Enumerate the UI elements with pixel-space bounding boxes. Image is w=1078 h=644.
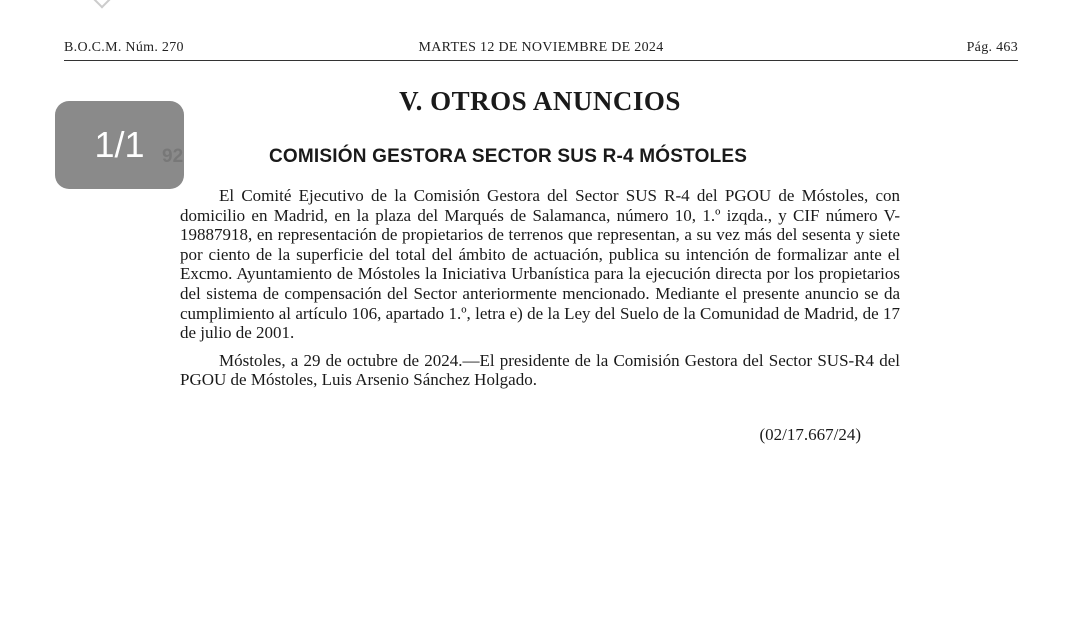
entry-body [180, 186, 900, 390]
body-paragraph: El Comité Ejecutivo de la Comisión Gestora del Sector SUS R-4 del PGOU de Móstoles, con domicilio en Madrid, en la plaza del Marqués de Salamanca, número 10, 1.º izqda., y CIF número V-19887918, en representación de propietarios de terrenos que representan, a su vez más del sesenta y siete por ciento de la superficie del total del ámbito de actuación, publica su intención de formalizar ante el Excmo. Ayuntamiento de Móstoles la Iniciativa Urbanística para la ejecución directa por los propietarios del sistema de compensación del Sector anteriormente mencionado. Mediante el presente anuncio se da cumplimiento al artículo 106, apartado 1.º, letra e) de la Ley del Suelo de la Comunidad de Madrid, de 17 de julio de 2001. [180, 186, 900, 343]
page-number: Pág. 463 [966, 40, 1018, 55]
signature-paragraph: Móstoles, a 29 de octubre de 2024.—El presidente de la Comisión Gestora del Sector SUS-R4 del PGOU de Móstoles, Luis Arsenio Sánchez Holgado. [180, 350, 900, 390]
section-title: V. OTROS ANUNCIOS [399, 86, 681, 116]
reference-code: (02/17.667/24) [759, 425, 861, 444]
page-indicator-badge: 1/1 [55, 101, 184, 189]
bulletin-number: B.O.C.M. Núm. 270 [64, 40, 184, 55]
entry-title: COMISIÓN GESTORA SECTOR SUS R-4 MÓSTOLES [269, 146, 748, 167]
page-header [64, 38, 1018, 61]
corner-mark-icon [94, 0, 111, 8]
publication-date: MARTES 12 DE NOVIEMBRE DE 2024 [418, 40, 664, 55]
